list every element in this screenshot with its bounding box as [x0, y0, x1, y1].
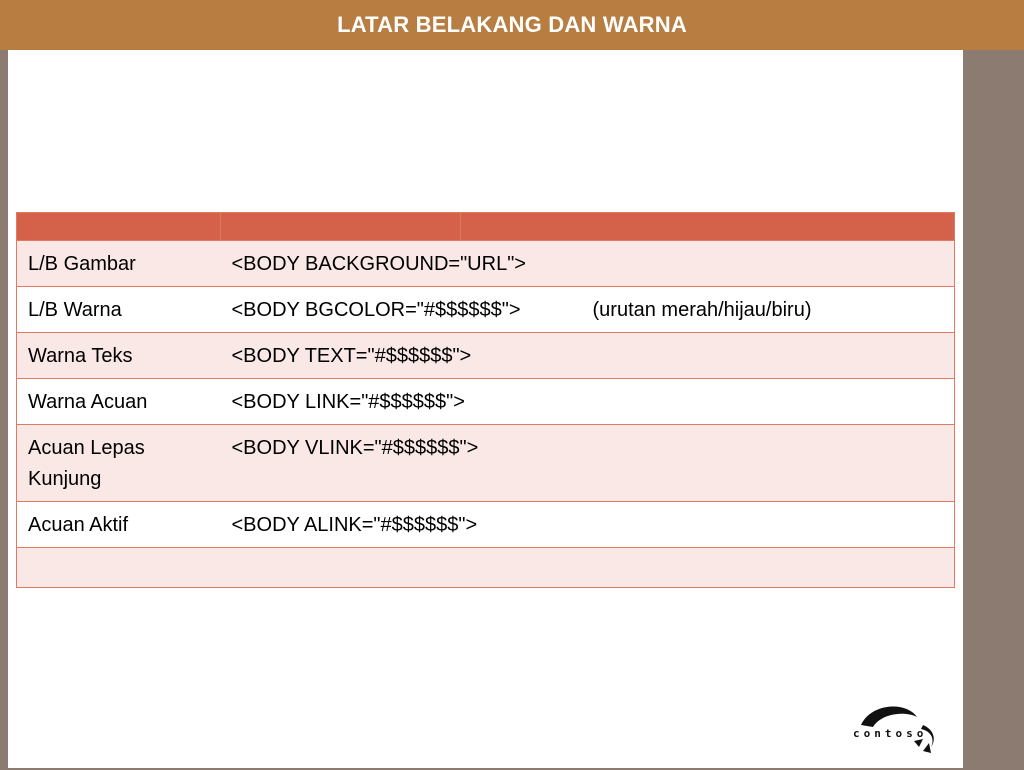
table-row [17, 379, 955, 425]
contoso-logo-icon [851, 703, 946, 765]
table-header-cell [221, 213, 461, 241]
title-bar [0, 0, 1024, 50]
row-code: <BODY LINK="#$$$$$$"> [221, 379, 955, 425]
row-label: L/B Gambar [17, 241, 221, 287]
slide-canvas [8, 50, 963, 768]
table-row [17, 287, 955, 333]
table-row [17, 241, 955, 287]
contoso-logo [851, 703, 946, 765]
table-header-cell [17, 213, 221, 241]
body-attributes-table [16, 212, 955, 588]
row-code [221, 548, 955, 588]
logo-text: contoso [853, 727, 928, 740]
table-row [17, 333, 955, 379]
table-row [17, 502, 955, 548]
row-label: Warna Teks [17, 333, 221, 379]
row-code: <BODY BACKGROUND="URL"> [221, 241, 955, 287]
row-label: Warna Acuan [17, 379, 221, 425]
row-label: Acuan Aktif [17, 502, 221, 548]
row-label [17, 548, 221, 588]
table-header-row [17, 213, 955, 241]
table-container [16, 212, 954, 588]
row-note: (urutan merah/hijau/biru) [592, 299, 812, 321]
row-label: Acuan Lepas Kunjung [17, 425, 221, 502]
table-row [17, 425, 955, 502]
row-code: <BODY TEXT="#$$$$$$"> [221, 333, 955, 379]
table-header-cell [461, 213, 955, 241]
table-row-empty [17, 548, 955, 588]
row-code-with-note [221, 287, 955, 333]
row-code: <BODY ALINK="#$$$$$$"> [221, 502, 955, 548]
row-code: <BODY BGCOLOR="#$$$$$$"> [231, 299, 521, 321]
row-code: <BODY VLINK="#$$$$$$"> [221, 425, 955, 502]
page-title: LATAR BELAKANG DAN WARNA [337, 12, 687, 37]
row-label: L/B Warna [17, 287, 221, 333]
